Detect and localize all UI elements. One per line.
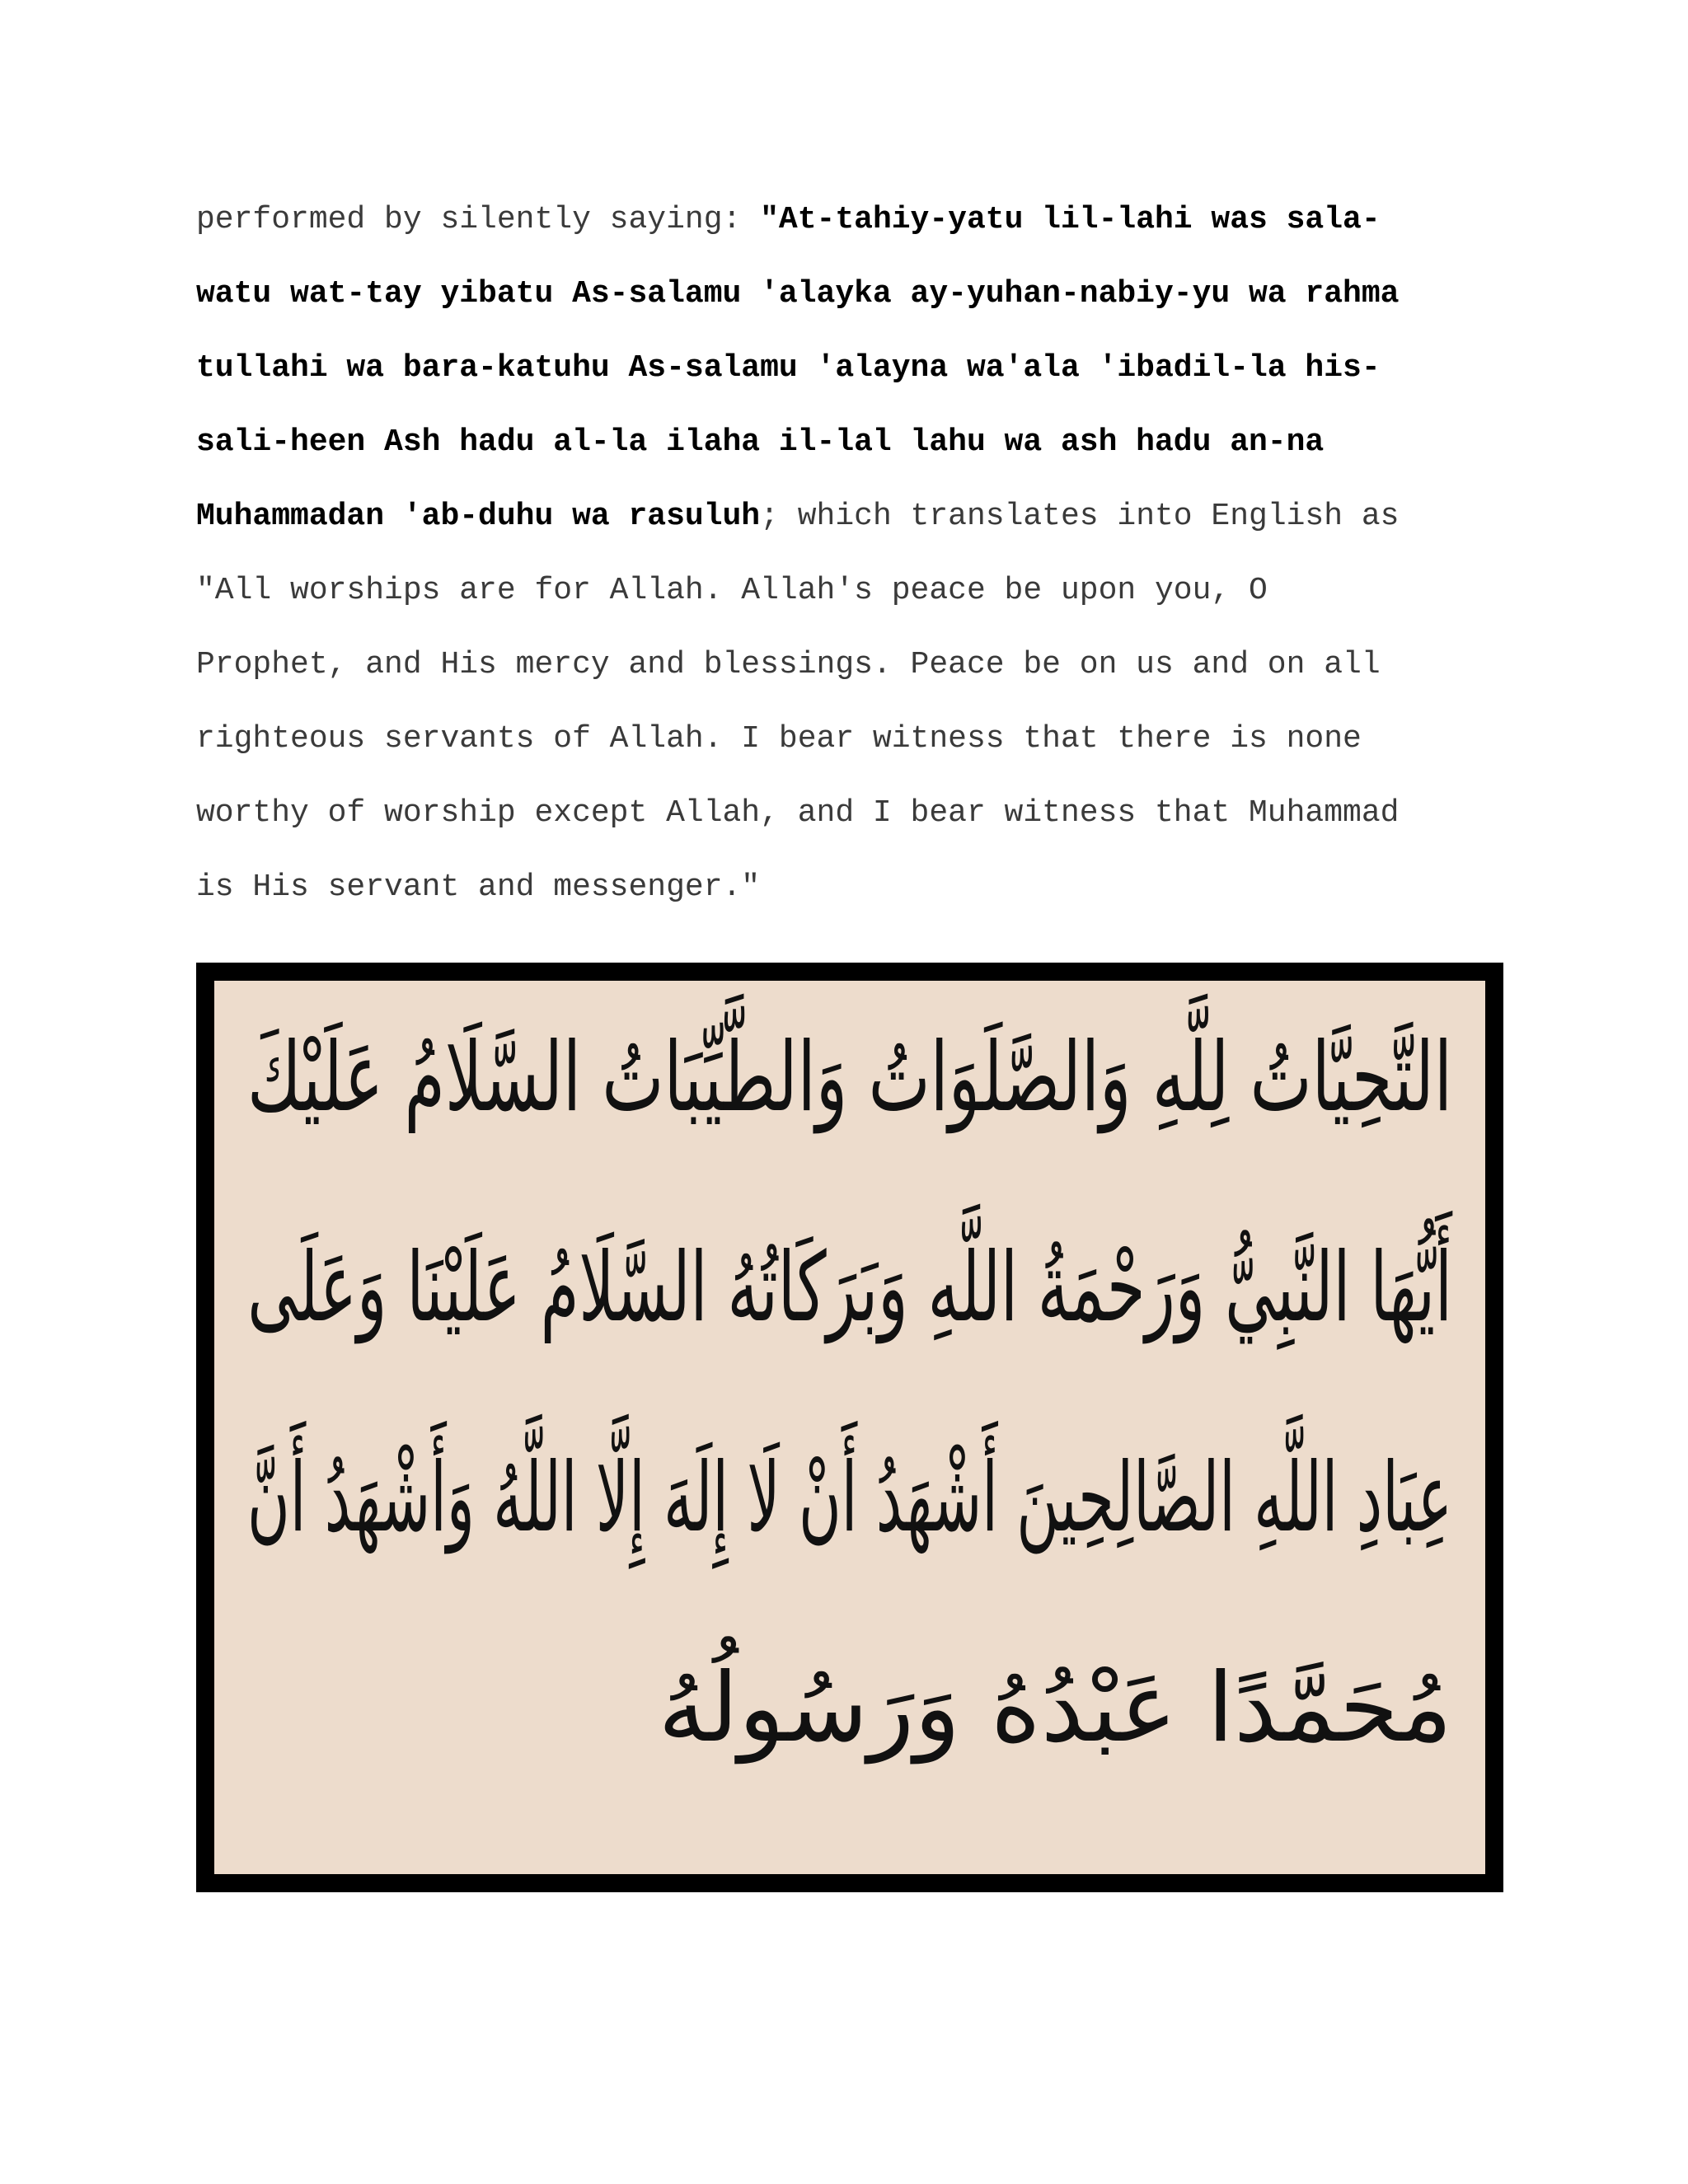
arabic-line-1: التَّحِيَّاتُ لِلَّهِ وَالصَّلَوَاتُ وَالطَّيِّبَاتُ السَّلَامُ عَلَيْكَ [246, 1022, 1452, 1133]
arabic-line-2: أَيُّهَا النَّبِيُّ وَرَحْمَةُ اللَّهِ وَبَرَكَاتُهُ السَّلَامُ عَلَيْنَا وَعَلَى [247, 1232, 1452, 1343]
text-line-5-plain: ; which translates into English as [760, 499, 1400, 534]
text-line-2-bold: watu wat-tay yibatu As-salamu 'alayka ay-yuhan-nabiy-yu wa rahma [196, 276, 1400, 312]
arabic-line-3: عِبَادِ اللَّهِ الصَّالِحِينَ أَشْهَدُ أَنْ لَا إِلَهَ إِلَّا اللَّهُ وَأَشْهَدُ أَنَّ [246, 1442, 1452, 1554]
text-line-1-bold: "At-tahiy-yatu lil-lahi was sala- [760, 202, 1381, 237]
text-line-3-bold: tullahi wa bara-katuhu As-salamu 'alayna wa'ala 'ibadil-la his- [196, 350, 1381, 386]
arabic-line-4: مُحَمَّدًا عَبْدُهُ وَرَسُولُهُ [658, 1652, 1452, 1764]
text-line-9: worthy of worship except Allah, and I bear witness that Muhammad [196, 795, 1400, 831]
text-line-7: Prophet, and His mercy and blessings. Peace be on us and on all [196, 647, 1381, 682]
text-line-1 [196, 183, 1515, 257]
text-line-8: righteous servants of Allah. I bear witness that there is none [196, 721, 1362, 757]
arabic-calligraphy-text [247, 1005, 1452, 1858]
text-line-6: "All worships are for Allah. Allah's peace be upon you, O [196, 573, 1268, 608]
text-line-4 [196, 405, 1515, 480]
text-line-5 [196, 480, 1515, 554]
text-line-3 [196, 331, 1515, 405]
calligraphy-image-frame [196, 963, 1503, 1892]
text-line-10: is His servant and messenger." [196, 869, 761, 905]
text-line-1-plain: performed by silently saying: [196, 202, 761, 237]
tashahhud-paragraph [196, 183, 1515, 925]
text-line-5-bold: Muhammadan 'ab-duhu wa rasuluh [196, 499, 761, 534]
text-line-2 [196, 257, 1515, 331]
text-line-4-bold: sali-heen Ash hadu al-la ilaha il-lal lahu wa ash hadu an-na [196, 424, 1325, 460]
